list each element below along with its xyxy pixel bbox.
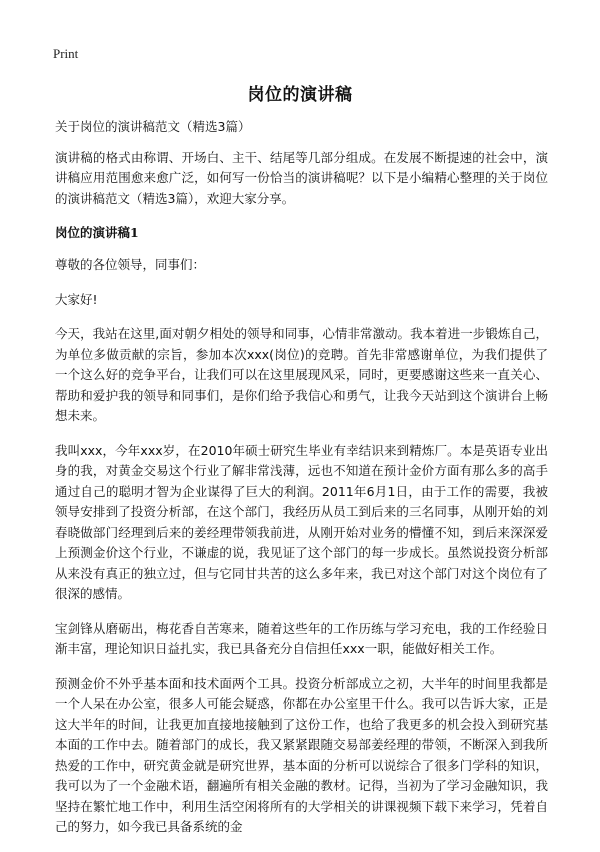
body-paragraph: 我叫xxx，今年xxx岁，在2010年硕士研究生毕业有幸结识来到精炼厂。本是英语专业出身的我，对黄金交易这个行业了解非常浅薄，远也不知道在预计金价方面有那么多的高手通过自己的聪明才智为企业谋得了巨大的利润。2011年6月1日，由于工作的需要，我被领导安排到了投资分析部，在这个部门，我经历从员工到后来的三名同事，从刚开始的刘春晓做部门经理到后来的姜经理带领我前进，从刚开始对业务的懵懂不知，到后来深深爱上预测金价这个行业，不谦虚的说，我见证了这个部门的每一步成长。虽然说投资分析部从来没有真正的独立过，但与它同甘共苦的这么多年来，我已对这个部门对这个岗位有了很深的感情。 <box>55 442 548 601</box>
body-paragraph: 预测金价不外乎基本面和技术面两个工具。投资分析部成立之初，大半年的时间里我都是一个人呆在办公室，很多人可能会疑惑，你都在办公室里干什么。我可以告诉大家，正是这大半年的时间，让我更加直接地接触到了这份工作，也给了我更多的机会投入到研究基本面的工作中去。随着部门的成长，我又紧紧跟随交易部姜经理的带领，不断深入到我所热爱的工作中，研究黄金就是研究世界，基本面的分析可以说综合了很多门学科的知识，我可以为了一个金融术语，翻遍所有相关金融的教材。记得，当初为了学习金融知识，我坚持在繁忙地工作中，利用生活空闲将所有的大学相关的讲课视频下载下来学习，凭着自己的努力，如今我已具备系统的金 <box>55 675 548 834</box>
salutation: 尊敬的各位领导，同事们： <box>55 257 206 272</box>
body-paragraph: 宝剑锋从磨砺出，梅花香自苦寒来，随着这些年的工作历练与学习充电，我的工作经验日渐丰富，理论知识日益扎实，我已具备充分自信担任xxx一职，能做好相关工作。 <box>55 620 548 656</box>
body-paragraph: 今天，我站在这里,面对朝夕相处的领导和同事，心情非常激动。我本着进一步锻炼自己，为单位多做贡献的宗旨，参加本次xxx(岗位)的竞聘。首先非常感谢单位，为我们提供了一个这么好的竞争平台，让我们可以在这里展现风采，同时，更要感谢这些来一直关心、帮助和爱护我的领导和同事们，是你们给予我信心和勇气，让我今天站到这个演讲台上畅想未来。 <box>55 326 548 423</box>
section-heading: 岗位的演讲稿1 <box>55 225 139 240</box>
article-body <box>55 117 548 852</box>
intro-paragraph: 演讲稿的格式由称谓、开场白、主干、结尾等几部分组成。在发展不断提速的社会中，演讲稿应用范围愈来愈广泛，如何写一份恰当的演讲稿呢？以下是小编精心整理的关于岗位的演讲稿范文（精选3篇），欢迎大家分享。 <box>55 149 548 206</box>
page-title: 岗位的演讲稿 <box>247 85 353 105</box>
article-subtitle: 关于岗位的演讲稿范文（精选3篇） <box>55 119 251 134</box>
print-link[interactable]: Print <box>53 46 79 61</box>
greeting: 大家好! <box>55 291 98 307</box>
